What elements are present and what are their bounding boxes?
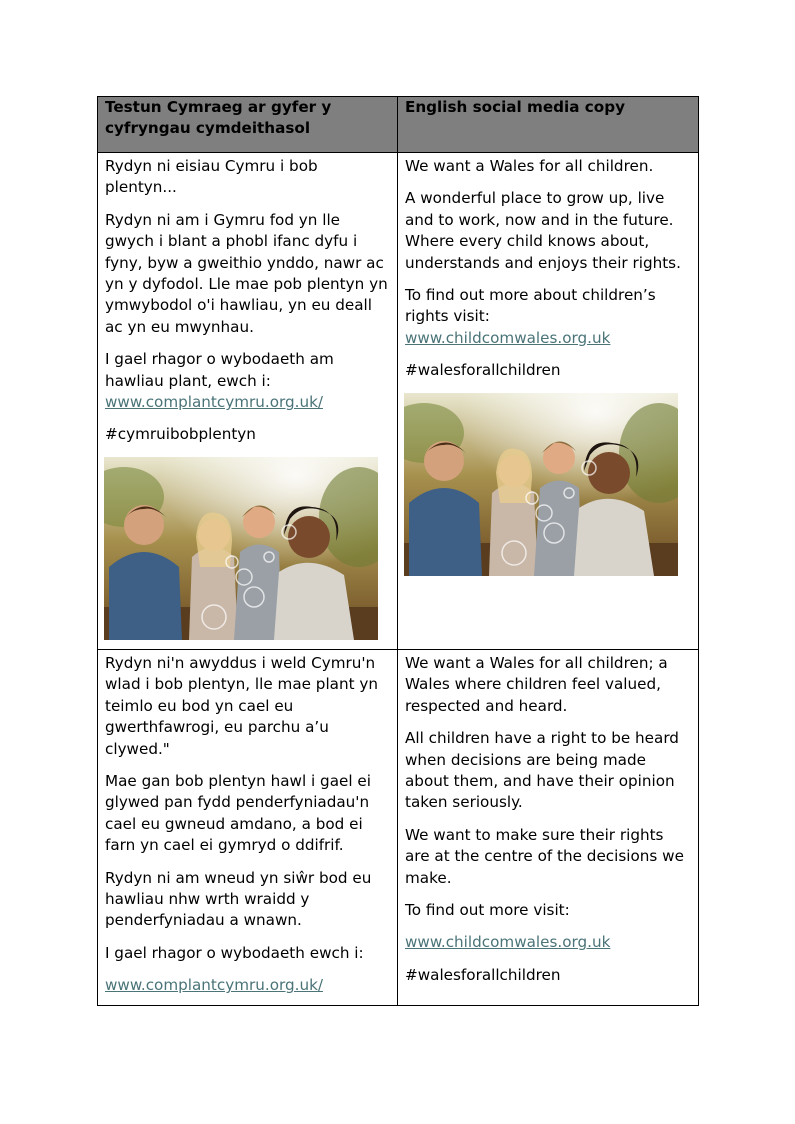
english-cell — [398, 650, 699, 1006]
complantcymru-link[interactable]: www.complantcymru.org.uk/ — [105, 976, 323, 995]
link-intro: To find out more about children’s rights visit: — [405, 286, 656, 326]
table-row — [98, 650, 699, 1006]
paragraph: A wonderful place to grow up, live and to work, now and in the future. Where every child knows about, understands and enjoys their rights. — [405, 189, 681, 272]
header-english: English social media copy — [398, 97, 699, 153]
paragraph — [405, 932, 692, 953]
header-row — [98, 97, 699, 153]
hashtag: #cymruibobplentyn — [105, 425, 256, 444]
paragraph: Rydyn ni eisiau Cymru i bob plentyn... — [105, 157, 318, 197]
paragraph: To find out more visit: — [405, 901, 570, 920]
paragraph: We want to make sure their rights are at the centre of the decisions we make. — [405, 825, 684, 887]
hashtag: #walesforallchildren — [405, 965, 561, 984]
paragraph: We want a Wales for all children; a Wales where children feel valued, respected and heard. — [405, 654, 668, 715]
header-welsh: Testun Cymraeg ar gyfer y cyfryngau cymdeithasol — [98, 97, 398, 153]
children-photo — [104, 457, 378, 640]
table-row — [98, 153, 699, 650]
paragraph: All children have a right to be heard when decisions are being made about them, and have their opinion taken seriously. — [405, 729, 679, 812]
paragraph: Rydyn ni'n awyddus i weld Cymru'n wlad i bob plentyn, lle mae plant yn teimlo eu bod yn cael eu gwerthfawrogi, eu parchu a’u clywed." — [105, 654, 378, 758]
link-intro: I gael rhagor o wybodaeth am hawliau plant, ewch i: — [105, 350, 334, 390]
paragraph — [105, 975, 391, 996]
social-media-copy-table — [97, 96, 699, 1006]
complantcymru-link[interactable]: www.complantcymru.org.uk/ — [105, 393, 323, 412]
welsh-cell — [98, 650, 398, 1006]
paragraph — [405, 285, 692, 349]
paragraph: Mae gan bob plentyn hawl i gael ei glywed pan fydd penderfyniadau'n cael eu gwneud amdano, a bod ei farn yn cael ei gymryd o ddifrif. — [105, 772, 371, 855]
paragraph: We want a Wales for all children. — [405, 157, 654, 175]
paragraph: I gael rhagor o wybodaeth ewch i: — [105, 943, 364, 962]
children-photo — [404, 393, 678, 576]
childcomwales-link[interactable]: www.childcomwales.org.uk — [405, 328, 611, 347]
paragraph — [105, 349, 391, 413]
paragraph: Rydyn ni am wneud yn siŵr bod eu hawliau nhw wrth wraidd y penderfyniadau a wnawn. — [105, 868, 372, 930]
paragraph: Rydyn ni am i Gymru fod yn lle gwych i blant a phobl ifanc dyfu i fyny, byw a gweithio ynddo, nawr ac yn y dyfodol. Lle mae pob plentyn yn ymwybodol o'i hawliau, yn eu deall ac yn eu mwynhau. — [105, 210, 388, 336]
hashtag: #walesforallchildren — [405, 361, 561, 380]
english-cell — [398, 153, 699, 650]
welsh-cell — [98, 153, 398, 650]
childcomwales-link[interactable]: www.childcomwales.org.uk — [405, 933, 611, 952]
